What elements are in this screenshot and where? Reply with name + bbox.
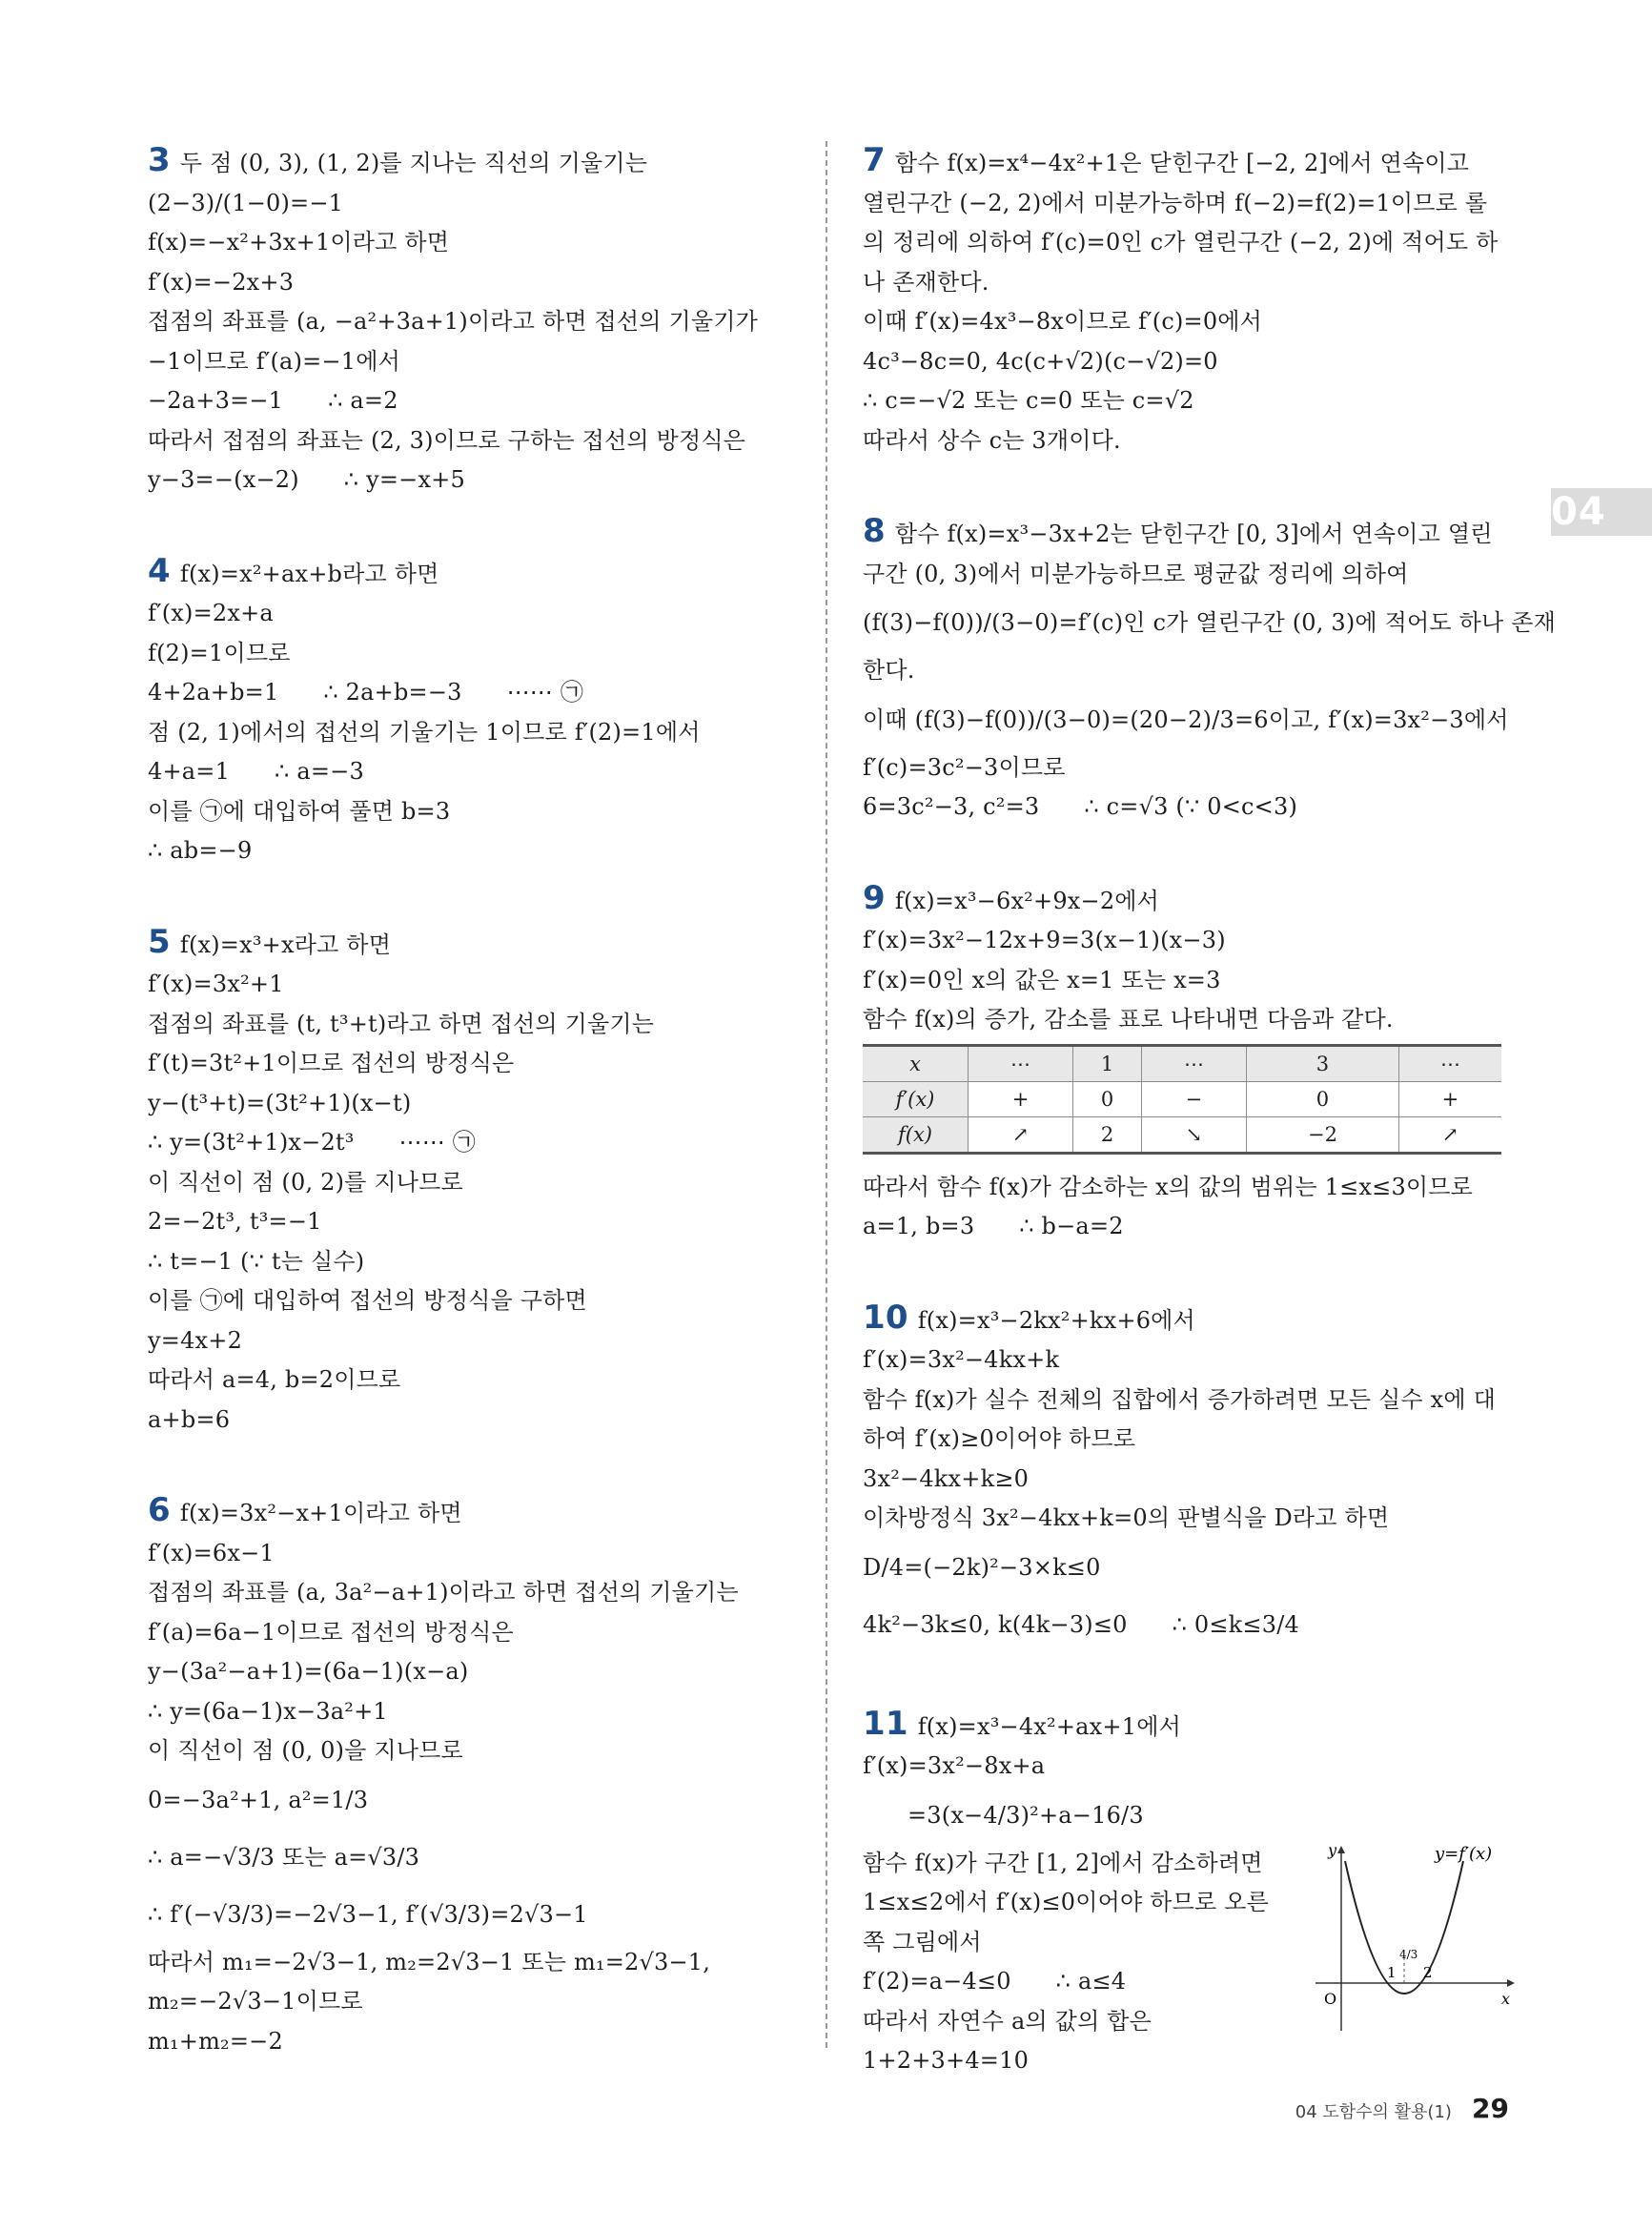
solution-line: 한다. xyxy=(863,657,915,684)
solution-line: m₂=−2√3−1이므로 xyxy=(148,1988,363,2015)
solution-line: ∴ y=(3t²+1)x−2t³ ⋯⋯ ㉠ xyxy=(148,1129,476,1156)
solution-line: 1+2+3+4=10 xyxy=(863,2047,1030,2074)
left-column xyxy=(148,141,806,2113)
solution-line: 이 직선이 점 (0, 2)를 지나므로 xyxy=(148,1168,463,1196)
problem-number: 3 xyxy=(148,141,171,179)
solution-line: D/4=(−2k)²−3×k≤0 xyxy=(863,1553,1101,1581)
problem-8 xyxy=(863,512,1556,828)
solution-line: f(x)=3x²−x+1이라고 하면 xyxy=(179,1500,462,1526)
parabola-curve xyxy=(1345,1861,1463,1994)
solution-line: 점 (2, 1)에서의 접선의 기울기는 1이므로 f′(2)=1에서 xyxy=(148,718,701,746)
problem-7 xyxy=(863,141,1520,460)
solution-line: 접점의 좌표를 (a, 3a²−a+1)이라고 하면 접선의 기울기는 xyxy=(148,1579,739,1606)
solution-line: 따라서 자연수 a의 값의 합은 xyxy=(863,2007,1152,2035)
table-row xyxy=(863,1116,1501,1153)
table-row xyxy=(863,1081,1501,1116)
solution-line: (2−3)/(1−0)=−1 xyxy=(148,189,344,216)
solution-line: f(x)=x³−2kx²+kx+6에서 xyxy=(917,1306,1195,1334)
solution-line: 1≤x≤2에서 f′(x)≤0이어야 하므로 오른 xyxy=(863,1889,1269,1915)
solution-line: ∴ f′(−√3/3)=−2√3−1, f′(√3/3)=2√3−1 xyxy=(148,1900,588,1928)
page-footer xyxy=(1295,2093,1509,2124)
solution-line: ∴ c=−√2 또는 c=0 또는 c=√2 xyxy=(863,387,1194,414)
table-cell: ↘ xyxy=(1141,1116,1246,1153)
derivative-graph xyxy=(1311,1840,1520,2040)
x-axis-label: x xyxy=(1501,1989,1511,2008)
table-cell: x xyxy=(863,1045,969,1081)
solution-line: 이 직선이 점 (0, 0)을 지나므로 xyxy=(148,1737,463,1764)
problem-number: 10 xyxy=(863,1298,908,1337)
chapter-side-tab xyxy=(1551,488,1652,536)
solution-line: f′(x)=6x−1 xyxy=(148,1539,275,1566)
solution-line: 함수 f(x)가 구간 [1, 2]에서 감소하려면 xyxy=(863,1849,1263,1876)
problem-10 xyxy=(863,1299,1520,1653)
problem-number: 8 xyxy=(863,512,886,550)
solution-line: f′(x)=3x²+1 xyxy=(148,971,284,997)
solution-line: f′(x)=0인 x의 값은 x=1 또는 x=3 xyxy=(863,966,1221,993)
chapter-tab-label: 04 xyxy=(1551,490,1606,534)
solution-line: 열린구간 (−2, 2)에서 미분가능하며 f(−2)=f(2)=1이므로 롤 xyxy=(863,189,1488,216)
solution-line: 접점의 좌표를 (a, −a²+3a+1)이라고 하면 접선의 기울기가 xyxy=(148,308,759,335)
solution-line: 2=−2t³, t³=−1 xyxy=(148,1208,322,1235)
solution-line: −2a+3=−1 ∴ a=2 xyxy=(148,387,398,414)
solution-line: f′(t)=3t²+1이므로 접선의 방정식은 xyxy=(148,1050,515,1076)
table-cell: + xyxy=(1398,1081,1501,1116)
table-cell: 2 xyxy=(1073,1116,1142,1153)
solution-line: 함수 f(x)=x⁴−4x²+1은 닫힌구간 [−2, 2]에서 연속이고 xyxy=(894,150,1470,176)
curve-label: y=f′(x) xyxy=(1435,1843,1493,1864)
origin-label: O xyxy=(1324,1989,1337,2008)
tick-label-2: 2 xyxy=(1423,1963,1433,1981)
solution-line: f(2)=1이므로 xyxy=(148,639,291,666)
table-cell: − xyxy=(1141,1081,1246,1116)
solution-line: 접점의 좌표를 (t, t³+t)라고 하면 접선의 기울기는 xyxy=(148,1010,655,1037)
problem-9 xyxy=(863,879,1520,1247)
solution-line: 의 정리에 의하여 f′(c)=0인 c가 열린구간 (−2, 2)에 적어도 하 xyxy=(863,229,1499,256)
problem-number: 6 xyxy=(148,1491,171,1529)
solution-line: 두 점 (0, 3), (1, 2)를 지나는 직선의 기울기는 xyxy=(179,150,648,176)
solution-line: 하여 f′(x)≥0이어야 하므로 xyxy=(863,1425,1136,1452)
solution-line: f(x)=x²+ax+b라고 하면 xyxy=(179,560,439,587)
solution-line: 따라서 a=4, b=2이므로 xyxy=(148,1366,401,1393)
right-column xyxy=(863,141,1556,2133)
table-cell: 3 xyxy=(1247,1045,1399,1081)
problem-number: 4 xyxy=(148,551,171,590)
solution-line: ∴ ab=−9 xyxy=(148,837,253,864)
solution-line: 3x²−4kx+k≥0 xyxy=(863,1464,1030,1492)
solution-line: 이때 (f(3)−f(0))/(3−0)=(20−2)/3=6이고, f′(x)=3x²−3에서 xyxy=(863,706,1509,733)
solution-line: 6=3c²−3, c²=3 ∴ c=√3 (∵ 0<c<3) xyxy=(863,793,1298,820)
solution-line: f(x)=−x²+3x+1이라고 하면 xyxy=(148,229,450,256)
solution-line: 4c³−8c=0, 4c(c+√2)(c−√2)=0 xyxy=(863,347,1218,375)
solution-line: 이를 ㉠에 대입하여 풀면 b=3 xyxy=(148,797,451,825)
solution-line: f′(c)=3c²−3이므로 xyxy=(863,753,1066,781)
problem-number: 7 xyxy=(863,141,886,179)
solution-line: f′(x)=3x²−8x+a xyxy=(863,1752,1046,1779)
solution-line: 이를 ㉠에 대입하여 접선의 방정식을 구하면 xyxy=(148,1287,587,1314)
solution-line: 함수 f(x)=x³−3x+2는 닫힌구간 [0, 3]에서 연속이고 열린 xyxy=(894,521,1493,547)
solution-line: f′(x)=2x+a xyxy=(148,600,274,626)
solution-line: ∴ a=−√3/3 또는 a=√3/3 xyxy=(148,1843,420,1871)
y-axis-arrow-icon xyxy=(1337,1846,1345,1853)
solution-line: f′(2)=a−4≤0 ∴ a≤4 xyxy=(863,1968,1127,1995)
problem-number: 5 xyxy=(148,922,171,961)
solution-line: ∴ t=−1 (∵ t는 실수) xyxy=(148,1247,365,1275)
table-cell: ⋯ xyxy=(1141,1045,1246,1081)
solution-line: 이때 f′(x)=4x³−8x이므로 f′(c)=0에서 xyxy=(863,308,1263,335)
solution-line: 따라서 m₁=−2√3−1, m₂=2√3−1 또는 m₁=2√3−1, xyxy=(148,1948,711,1975)
table-cell: f′(x) xyxy=(863,1081,969,1116)
solution-line: 함수 f(x)가 실수 전체의 집합에서 증가하려면 모든 실수 x에 대 xyxy=(863,1385,1496,1413)
table-cell: 1 xyxy=(1073,1045,1142,1081)
solution-line: y−3=−(x−2) ∴ y=−x+5 xyxy=(148,466,465,493)
problem-4 xyxy=(148,552,806,871)
table-cell: ↗ xyxy=(969,1116,1073,1153)
solution-line: a=1, b=3 ∴ b−a=2 xyxy=(863,1213,1124,1239)
increase-decrease-table xyxy=(863,1044,1501,1155)
solution-line: f(x)=x³+x라고 하면 xyxy=(179,931,392,958)
solution-line: f′(x)=3x²−12x+9=3(x−1)(x−3) xyxy=(863,927,1226,953)
table-cell: ⋯ xyxy=(1398,1045,1501,1081)
solution-line: a+b=6 xyxy=(148,1405,231,1433)
solution-line: y−(t³+t)=(3t²+1)(x−t) xyxy=(148,1089,412,1116)
solution-line: 함수 f(x)의 증가, 감소를 표로 나타내면 다음과 같다. xyxy=(863,1006,1394,1033)
problem-6 xyxy=(148,1491,806,2061)
problem-number: 9 xyxy=(863,878,886,917)
solution-line: m₁+m₂=−2 xyxy=(148,2027,283,2055)
problem-number: 11 xyxy=(863,1704,908,1743)
solution-line: f(x)=x³−6x²+9x−2에서 xyxy=(894,887,1160,914)
solution-line: 구간 (0, 3)에서 미분가능하므로 평균값 정리에 의하여 xyxy=(863,560,1409,587)
solution-line: 0=−3a²+1, a²=1/3 xyxy=(148,1786,369,1813)
table-cell: ⋯ xyxy=(969,1045,1073,1081)
problem-5 xyxy=(148,923,806,1441)
x-axis-arrow-icon xyxy=(1507,1979,1515,1987)
solution-line: 이차방정식 3x²−4kx+k=0의 판별식을 D라고 하면 xyxy=(863,1504,1390,1531)
solution-line: 따라서 접점의 좌표는 (2, 3)이므로 구하는 접선의 방정식은 xyxy=(148,426,746,454)
solution-line: −1이므로 f′(a)=−1에서 xyxy=(148,347,400,375)
solution-line: 4k²−3k≤0, k(4k−3)≤0 ∴ 0≤k≤3/4 xyxy=(863,1610,1299,1638)
solution-line: 4+a=1 ∴ a=−3 xyxy=(148,758,364,785)
solution-line: f′(x)=3x²−4kx+k xyxy=(863,1346,1060,1373)
tick-label-1: 1 xyxy=(1387,1963,1397,1981)
table-row xyxy=(863,1045,1501,1081)
solution-line: 4+2a+b=1 ∴ 2a+b=−3 ⋯⋯ ㉠ xyxy=(148,679,584,706)
solution-line: f(x)=x³−4x²+ax+1에서 xyxy=(917,1712,1181,1740)
solution-line: 나 존재한다. xyxy=(863,268,989,296)
table-cell: 0 xyxy=(1247,1081,1399,1116)
column-divider xyxy=(826,141,827,2048)
tick-label-4-3: 4/3 xyxy=(1399,1947,1418,1961)
solution-line: 따라서 함수 f(x)가 감소하는 x의 값의 범위는 1≤x≤3이므로 xyxy=(863,1173,1474,1200)
table-cell: f(x) xyxy=(863,1116,969,1153)
solution-line: y−(3a²−a+1)=(6a−1)(x−a) xyxy=(148,1658,469,1685)
problem-11 xyxy=(863,1705,1520,2081)
y-axis-label: y xyxy=(1328,1840,1337,1859)
solution-line: (f(3)−f(0))/(3−0)=f′(c)인 c가 열린구간 (0, 3)에 적어도 하나 존재 xyxy=(863,609,1556,636)
page-number: 29 xyxy=(1472,2093,1509,2124)
solution-line: 따라서 상수 c는 3개이다. xyxy=(863,426,1121,454)
table-cell: ↗ xyxy=(1398,1116,1501,1153)
table-cell: −2 xyxy=(1247,1116,1399,1153)
solution-line: f′(a)=6a−1이므로 접선의 방정식은 xyxy=(148,1618,514,1646)
solution-line: y=4x+2 xyxy=(148,1326,243,1354)
solution-line: f′(x)=−2x+3 xyxy=(148,268,295,296)
solution-line: 쪽 그림에서 xyxy=(863,1928,982,1955)
solution-line: =3(x−4/3)²+a−16/3 xyxy=(863,1801,1144,1829)
table-cell: 0 xyxy=(1073,1081,1142,1116)
solution-line: ∴ y=(6a−1)x−3a²+1 xyxy=(148,1697,388,1725)
chapter-title: 04 도함수의 활용(1) xyxy=(1295,2102,1452,2122)
problem-3 xyxy=(148,141,806,501)
table-cell: + xyxy=(969,1081,1073,1116)
